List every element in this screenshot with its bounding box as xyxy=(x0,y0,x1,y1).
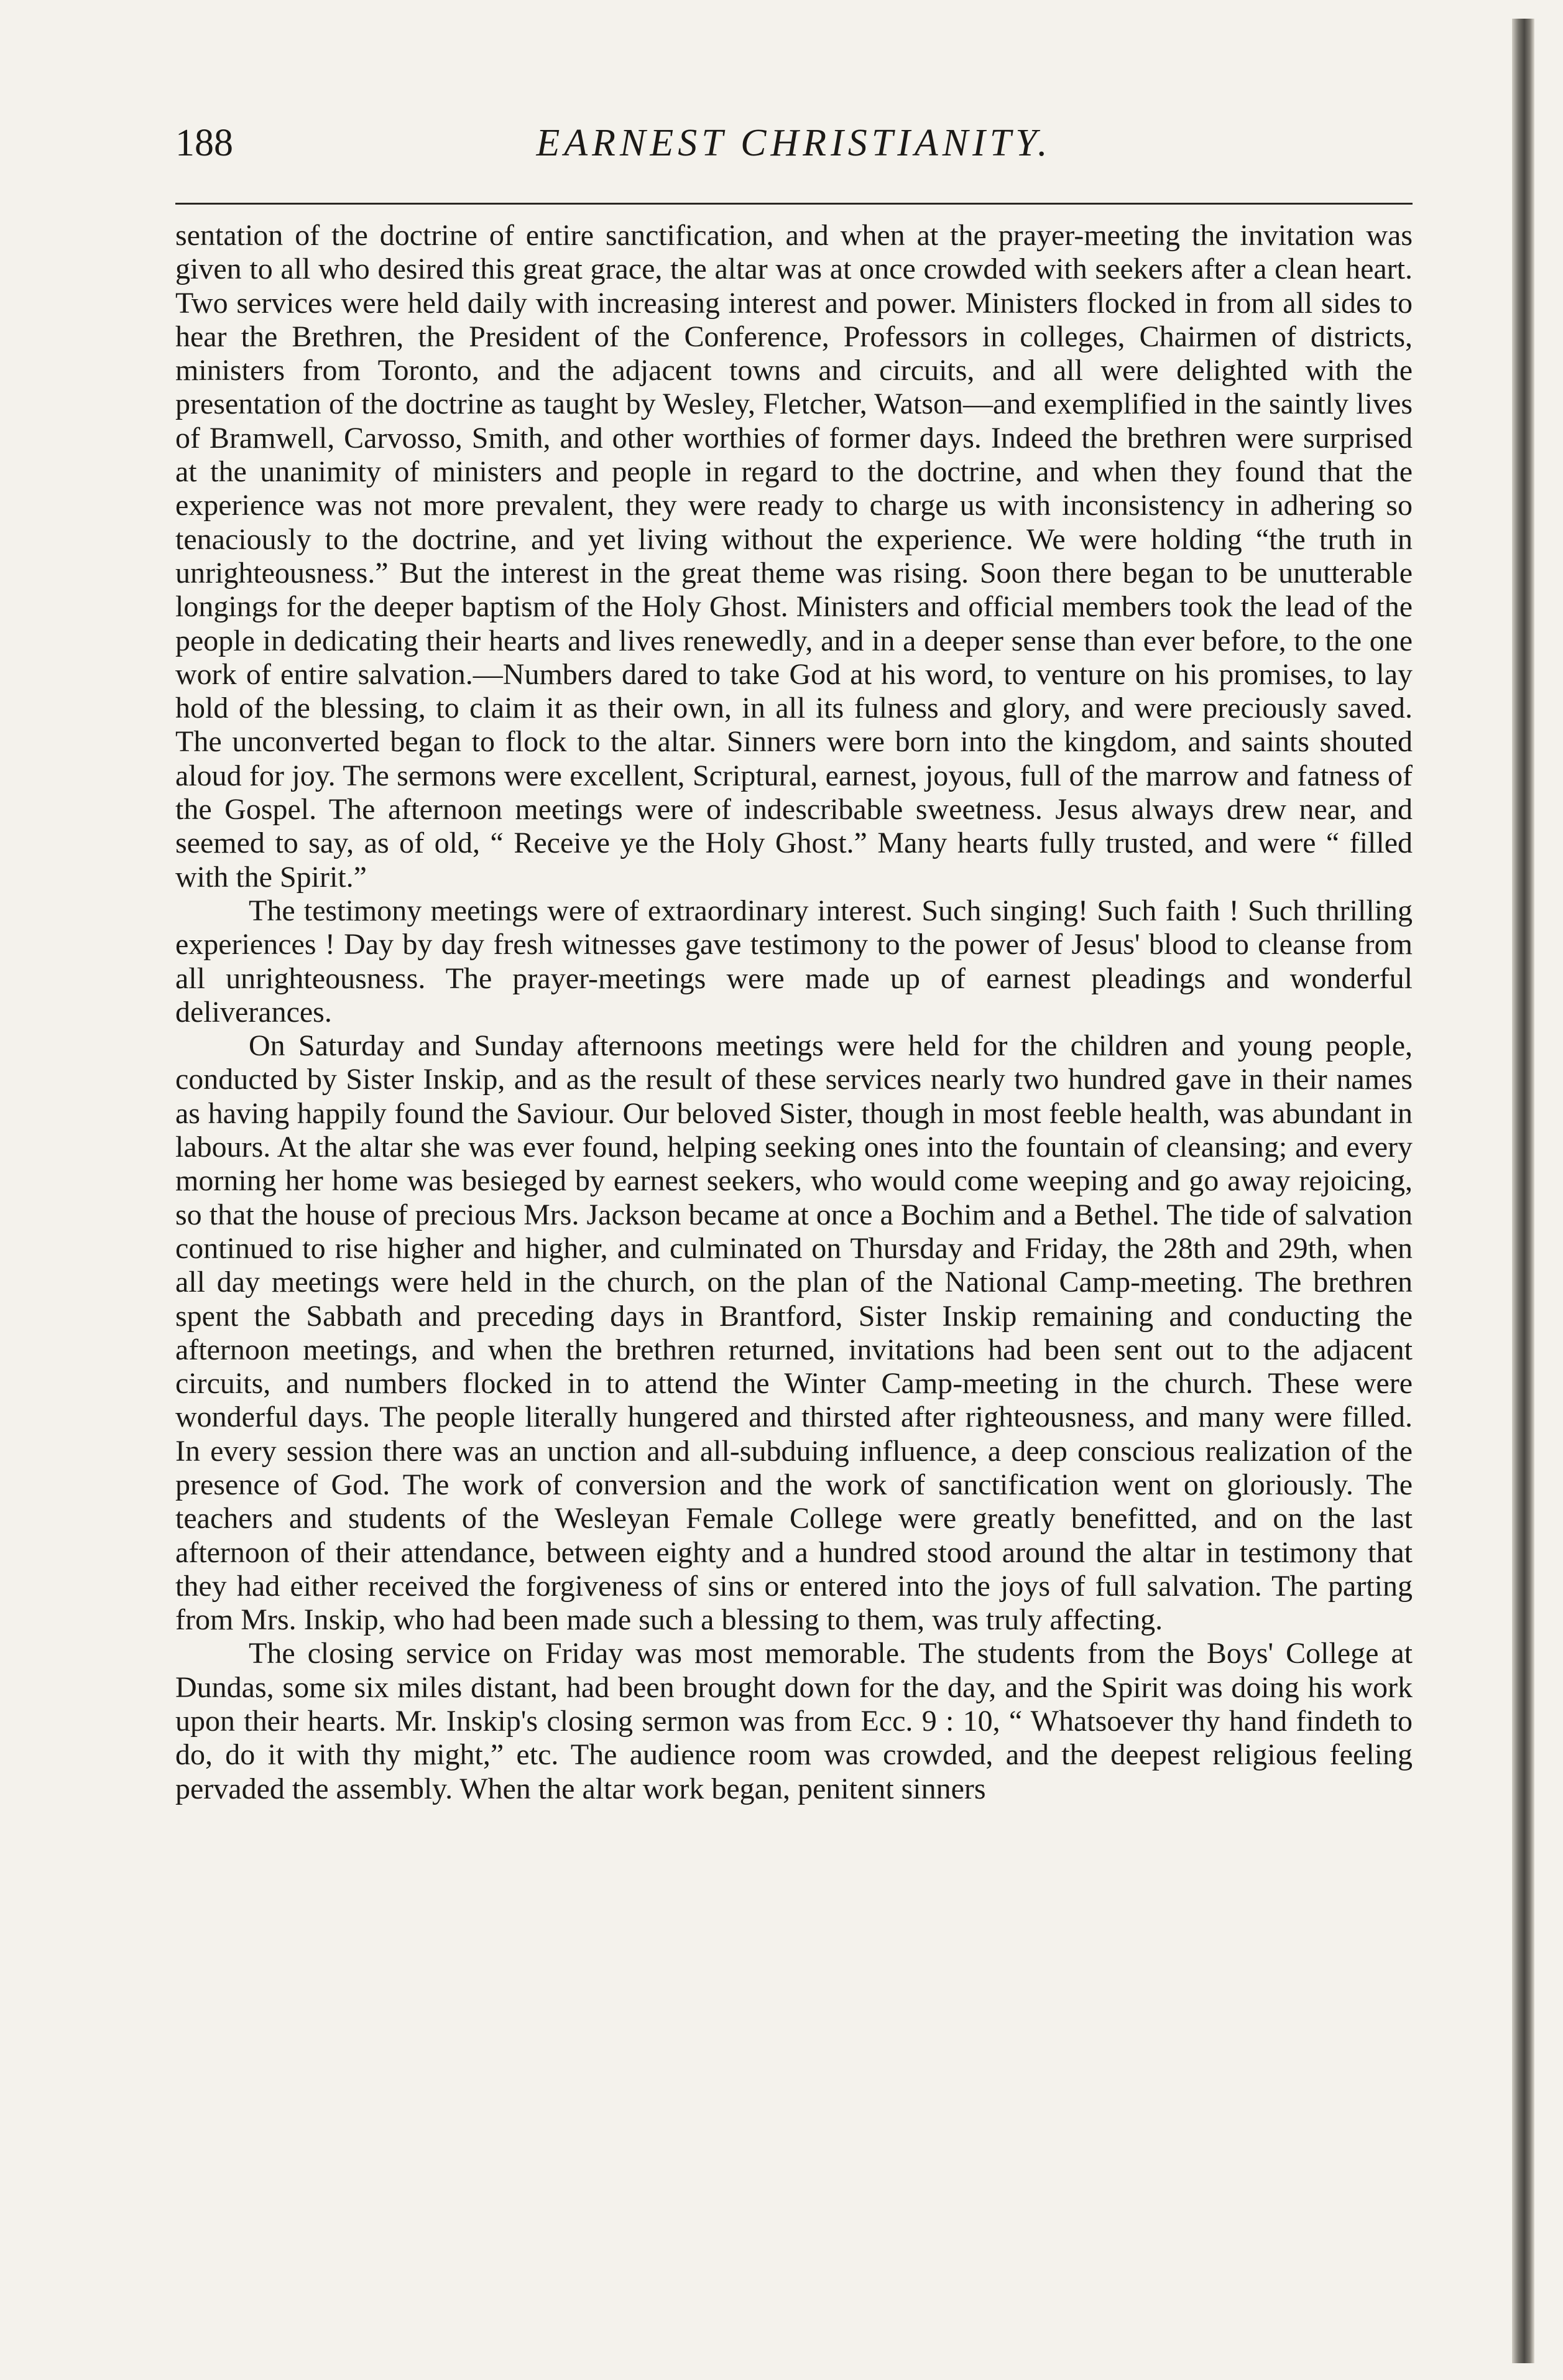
paragraph-1: sentation of the doctrine of entire sanctification, and when at the prayer-meeting the invitation was given to all who desired this great grace, the altar was at once crowded with seekers after a clean heart. Two services were held daily with increasing interest and power. Ministers flocked in from all sides to hear the Brethren, the President of the Conference, Professors in colleges, Chairmen of districts, ministers from Toronto, and the adjacent towns and circuits, and all were delighted with the presentation of the doctrine as taught by Wesley, Fletcher, Watson—and exemplified in the saintly lives of Bramwell, Carvosso, Smith, and other worthies of former days. Indeed the brethren were surprised at the unanimity of ministers and people in regard to the doctrine, and when they found that the experience was not more prevalent, they were ready to charge us with inconsistency in adhering so tenaciously to the doctrine, and yet living without the experience. We were holding “the truth in unrighteousness.” But the interest in the great theme was rising. Soon there began to be unutterable longings for the deeper baptism of the Holy Ghost. Ministers and official members took the lead of the people in dedicating their hearts and lives renewedly, and in a deeper sense than ever before, to the one work of entire salvation.—Numbers dared to take God at his word, to venture on his promises, to lay hold of the blessing, to claim it as their own, in all its fulness and glory, and were preciously saved. The unconverted began to flock to the altar. Sinners were born into the kingdom, and saints shouted aloud for joy. The sermons were excellent, Scriptural, earnest, joyous, full of the marrow and fatness of the Gospel. The afternoon meetings were of indescribable sweetness. Jesus always drew near, and seemed to say, as of old, “ Receive ye the Holy Ghost.” Many hearts fully trusted, and were “ filled with the Spirit.” xyxy=(175,219,1413,894)
paragraph-3: On Saturday and Sunday afternoons meetings were held for the children and young people, conducted by Sister Inskip, and as the result of these services nearly two hundred gave in their names as having happily found the Saviour. Our beloved Sister, though in most feeble health, was abundant in labours. At the altar she was ever found, helping seeking ones into the fountain of cleansing; and every morning her home was besieged by earnest seekers, who would come weeping and go away rejoicing, so that the house of precious Mrs. Jackson became at once a Bochim and a Bethel. The tide of salvation continued to rise higher and higher, and culminated on Thursday and Friday, the 28th and 29th, when all day meetings were held in the church, on the plan of the National Camp-meeting. The brethren spent the Sabbath and preceding days in Brantford, Sister Inskip remaining and conducting the afternoon meetings, and when the brethren returned, invitations had been sent out to the adjacent circuits, and numbers flocked in to attend the Winter Camp-meeting in the church. These were wonderful days. The people literally hungered and thirsted after righteousness, and many were filled. In every session there was an unction and all-subduing influence, a deep conscious realization of the presence of God. The work of conversion and the work of sanctification went on gloriously. The teachers and students of the Wesleyan Female College were greatly benefitted, and on the last afternoon of their attendance, between eighty and a hundred stood around the altar in testimony that they had either received the forgiveness of sins or entered into the joys of full salvation. The parting from Mrs. Inskip, who had been made such a blessing to them, was truly affecting. xyxy=(175,1029,1413,1637)
page-header xyxy=(175,115,1413,171)
page-number: 188 xyxy=(175,122,233,164)
binding-gutter-shadow xyxy=(1512,19,1534,2363)
body-text xyxy=(175,219,1413,1806)
paragraph-2: The testimony meetings were of extraordinary interest. Such singing! Such faith ! Such thrilling experiences ! Day by day fresh witnesses gave testimony to the power of Jesus' blood to cleanse from all unrighteousness. The prayer-meetings were made up of earnest pleadings and wonderful deliverances. xyxy=(175,894,1413,1029)
paragraph-4: The closing service on Friday was most memorable. The students from the Boys' College at Dundas, some six miles distant, had been brought down for the day, and the Spirit was doing his work upon their hearts. Mr. Inskip's closing sermon was from Ecc. 9 : 10, “ Whatsoever thy hand findeth to do, do it with thy might,” etc. The audience room was crowded, and the deepest religious feeling pervaded the assembly. When the altar work began, penitent sinners xyxy=(175,1637,1413,1805)
running-title: EARNEST CHRISTIANITY. xyxy=(536,122,1052,164)
header-rule xyxy=(175,203,1413,205)
